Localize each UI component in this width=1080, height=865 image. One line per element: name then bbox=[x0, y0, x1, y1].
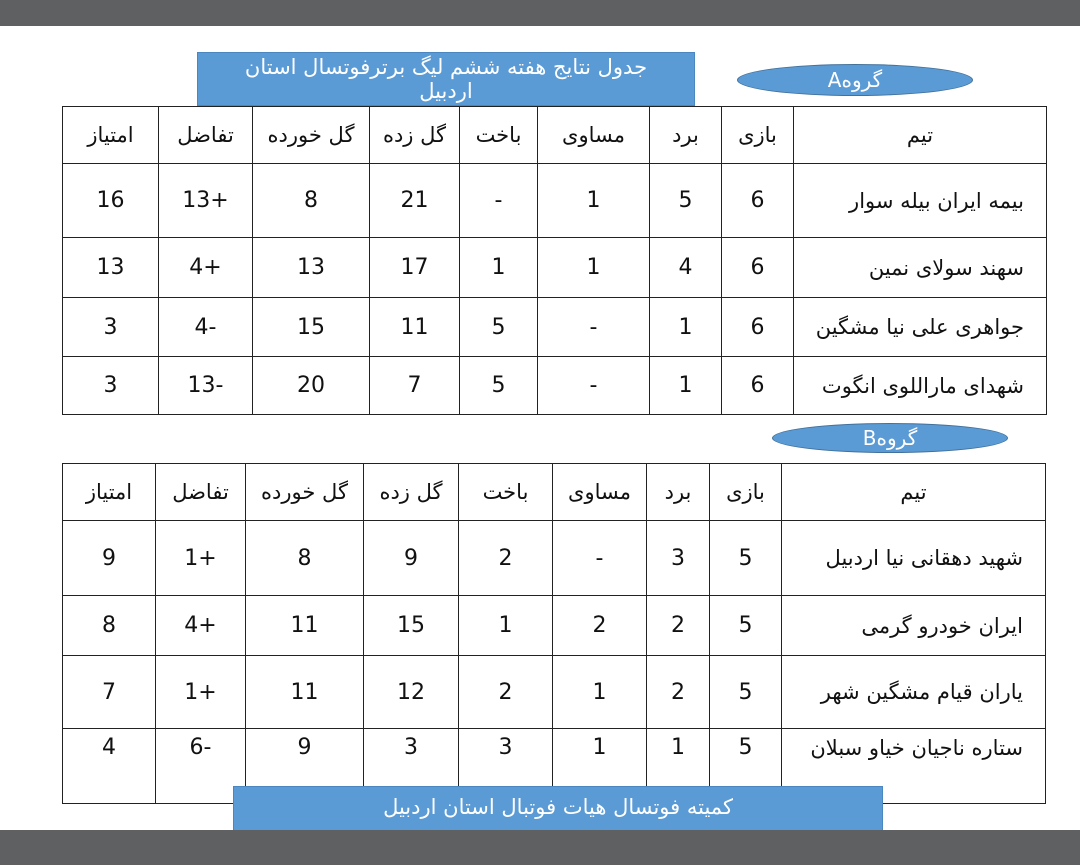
goals-against-cell: 20 bbox=[253, 357, 370, 415]
col-header-points: امتیاز bbox=[63, 464, 156, 521]
goals-for-cell: 15 bbox=[364, 596, 459, 656]
col-header-goals-against: گل خورده bbox=[253, 107, 370, 164]
goals-against-cell: 8 bbox=[253, 164, 370, 238]
goal-diff-cell: +4 bbox=[159, 238, 253, 298]
played-cell: 5 bbox=[710, 656, 782, 729]
lost-cell: 5 bbox=[460, 298, 538, 357]
col-header-goals-against: گل خورده bbox=[246, 464, 364, 521]
goals-against-cell: 11 bbox=[246, 596, 364, 656]
table-row bbox=[63, 357, 1047, 415]
goals-for-cell: 21 bbox=[370, 164, 460, 238]
team-name: جواهری علی نیا مشگین bbox=[794, 298, 1047, 357]
drawn-cell: 2 bbox=[553, 596, 647, 656]
points-cell: 3 bbox=[63, 357, 159, 415]
won-cell: 1 bbox=[647, 729, 710, 804]
drawn-cell: - bbox=[538, 298, 650, 357]
drawn-cell: 1 bbox=[538, 164, 650, 238]
page-title: جدول نتایج هفته ششم لیگ برترفوتسال استان اردبیل bbox=[197, 52, 695, 106]
col-header-goal-diff: تفاضل bbox=[156, 464, 246, 521]
goal-diff-cell: -4 bbox=[159, 298, 253, 357]
goals-for-cell: 7 bbox=[370, 357, 460, 415]
played-cell: 6 bbox=[722, 238, 794, 298]
played-cell: 6 bbox=[722, 164, 794, 238]
goal-diff-cell: -13 bbox=[159, 357, 253, 415]
won-cell: 5 bbox=[650, 164, 722, 238]
team-name: سهند سولای نمین bbox=[794, 238, 1047, 298]
won-cell: 4 bbox=[650, 238, 722, 298]
goals-against-cell: 8 bbox=[246, 521, 364, 596]
played-cell: 5 bbox=[710, 596, 782, 656]
goals-for-cell: 3 bbox=[364, 729, 459, 804]
col-header-played: بازی bbox=[710, 464, 782, 521]
col-header-team: تیم bbox=[794, 107, 1047, 164]
goals-for-cell: 9 bbox=[364, 521, 459, 596]
col-header-lost: باخت bbox=[459, 464, 553, 521]
table-header-row bbox=[63, 464, 1046, 521]
col-header-goals-for: گل زده bbox=[370, 107, 460, 164]
col-header-won: برد bbox=[650, 107, 722, 164]
col-header-points: امتیاز bbox=[63, 107, 159, 164]
lost-cell: 2 bbox=[459, 656, 553, 729]
won-cell: 3 bbox=[647, 521, 710, 596]
goal-diff-cell: +1 bbox=[156, 656, 246, 729]
table-row bbox=[63, 164, 1047, 238]
col-header-goal-diff: تفاضل bbox=[159, 107, 253, 164]
goals-against-cell: 15 bbox=[253, 298, 370, 357]
col-header-drawn: مساوی bbox=[538, 107, 650, 164]
points-cell: 7 bbox=[63, 656, 156, 729]
table-row bbox=[63, 656, 1046, 729]
drawn-cell: 1 bbox=[553, 656, 647, 729]
lost-cell: - bbox=[460, 164, 538, 238]
goal-diff-cell: +4 bbox=[156, 596, 246, 656]
team-name: ایران خودرو گرمی bbox=[782, 596, 1046, 656]
goal-diff-cell: -6 bbox=[156, 729, 246, 804]
goals-for-cell: 12 bbox=[364, 656, 459, 729]
team-name: شهدای ماراللوی انگوت bbox=[794, 357, 1047, 415]
group-a-table bbox=[62, 106, 1047, 415]
team-name: یاران قیام مشگین شهر bbox=[782, 656, 1046, 729]
drawn-cell: 1 bbox=[538, 238, 650, 298]
top-bar bbox=[0, 0, 1080, 26]
points-cell: 16 bbox=[63, 164, 159, 238]
lost-cell: 1 bbox=[459, 596, 553, 656]
team-name: شهید دهقانی نیا اردبیل bbox=[782, 521, 1046, 596]
won-cell: 2 bbox=[647, 656, 710, 729]
won-cell: 1 bbox=[650, 298, 722, 357]
drawn-cell: 1 bbox=[553, 729, 647, 804]
col-header-lost: باخت bbox=[460, 107, 538, 164]
points-cell: 9 bbox=[63, 521, 156, 596]
goal-diff-cell: +1 bbox=[156, 521, 246, 596]
goals-against-cell: 9 bbox=[246, 729, 364, 804]
table-row bbox=[63, 596, 1046, 656]
played-cell: 6 bbox=[722, 298, 794, 357]
played-cell: 6 bbox=[722, 357, 794, 415]
bottom-bar bbox=[0, 830, 1080, 865]
lost-cell: 2 bbox=[459, 521, 553, 596]
group-a-label: گروهA bbox=[737, 64, 973, 96]
goals-against-cell: 13 bbox=[253, 238, 370, 298]
drawn-cell: - bbox=[553, 521, 647, 596]
goals-against-cell: 11 bbox=[246, 656, 364, 729]
team-name: ستاره ناجیان خیاو سبلان bbox=[782, 729, 1046, 804]
table-header-row bbox=[63, 107, 1047, 164]
group-b-label: گروهB bbox=[772, 423, 1008, 453]
played-cell: 5 bbox=[710, 521, 782, 596]
group-b-table bbox=[62, 463, 1046, 804]
won-cell: 1 bbox=[650, 357, 722, 415]
played-cell: 5 bbox=[710, 729, 782, 804]
col-header-team: تیم bbox=[782, 464, 1046, 521]
won-cell: 2 bbox=[647, 596, 710, 656]
points-cell: 8 bbox=[63, 596, 156, 656]
team-name: بیمه ایران بیله سوار bbox=[794, 164, 1047, 238]
goal-diff-cell: +13 bbox=[159, 164, 253, 238]
drawn-cell: - bbox=[538, 357, 650, 415]
goals-for-cell: 17 bbox=[370, 238, 460, 298]
goals-for-cell: 11 bbox=[370, 298, 460, 357]
table-row bbox=[63, 298, 1047, 357]
footer-credit: کمیته فوتسال هیات فوتبال استان اردبیل bbox=[233, 786, 883, 831]
table-row bbox=[63, 238, 1047, 298]
col-header-won: برد bbox=[647, 464, 710, 521]
lost-cell: 5 bbox=[460, 357, 538, 415]
col-header-drawn: مساوی bbox=[553, 464, 647, 521]
lost-cell: 3 bbox=[459, 729, 553, 804]
points-cell: 13 bbox=[63, 238, 159, 298]
points-cell: 3 bbox=[63, 298, 159, 357]
col-header-played: بازی bbox=[722, 107, 794, 164]
points-cell: 4 bbox=[63, 729, 156, 804]
col-header-goals-for: گل زده bbox=[364, 464, 459, 521]
lost-cell: 1 bbox=[460, 238, 538, 298]
table-row bbox=[63, 521, 1046, 596]
